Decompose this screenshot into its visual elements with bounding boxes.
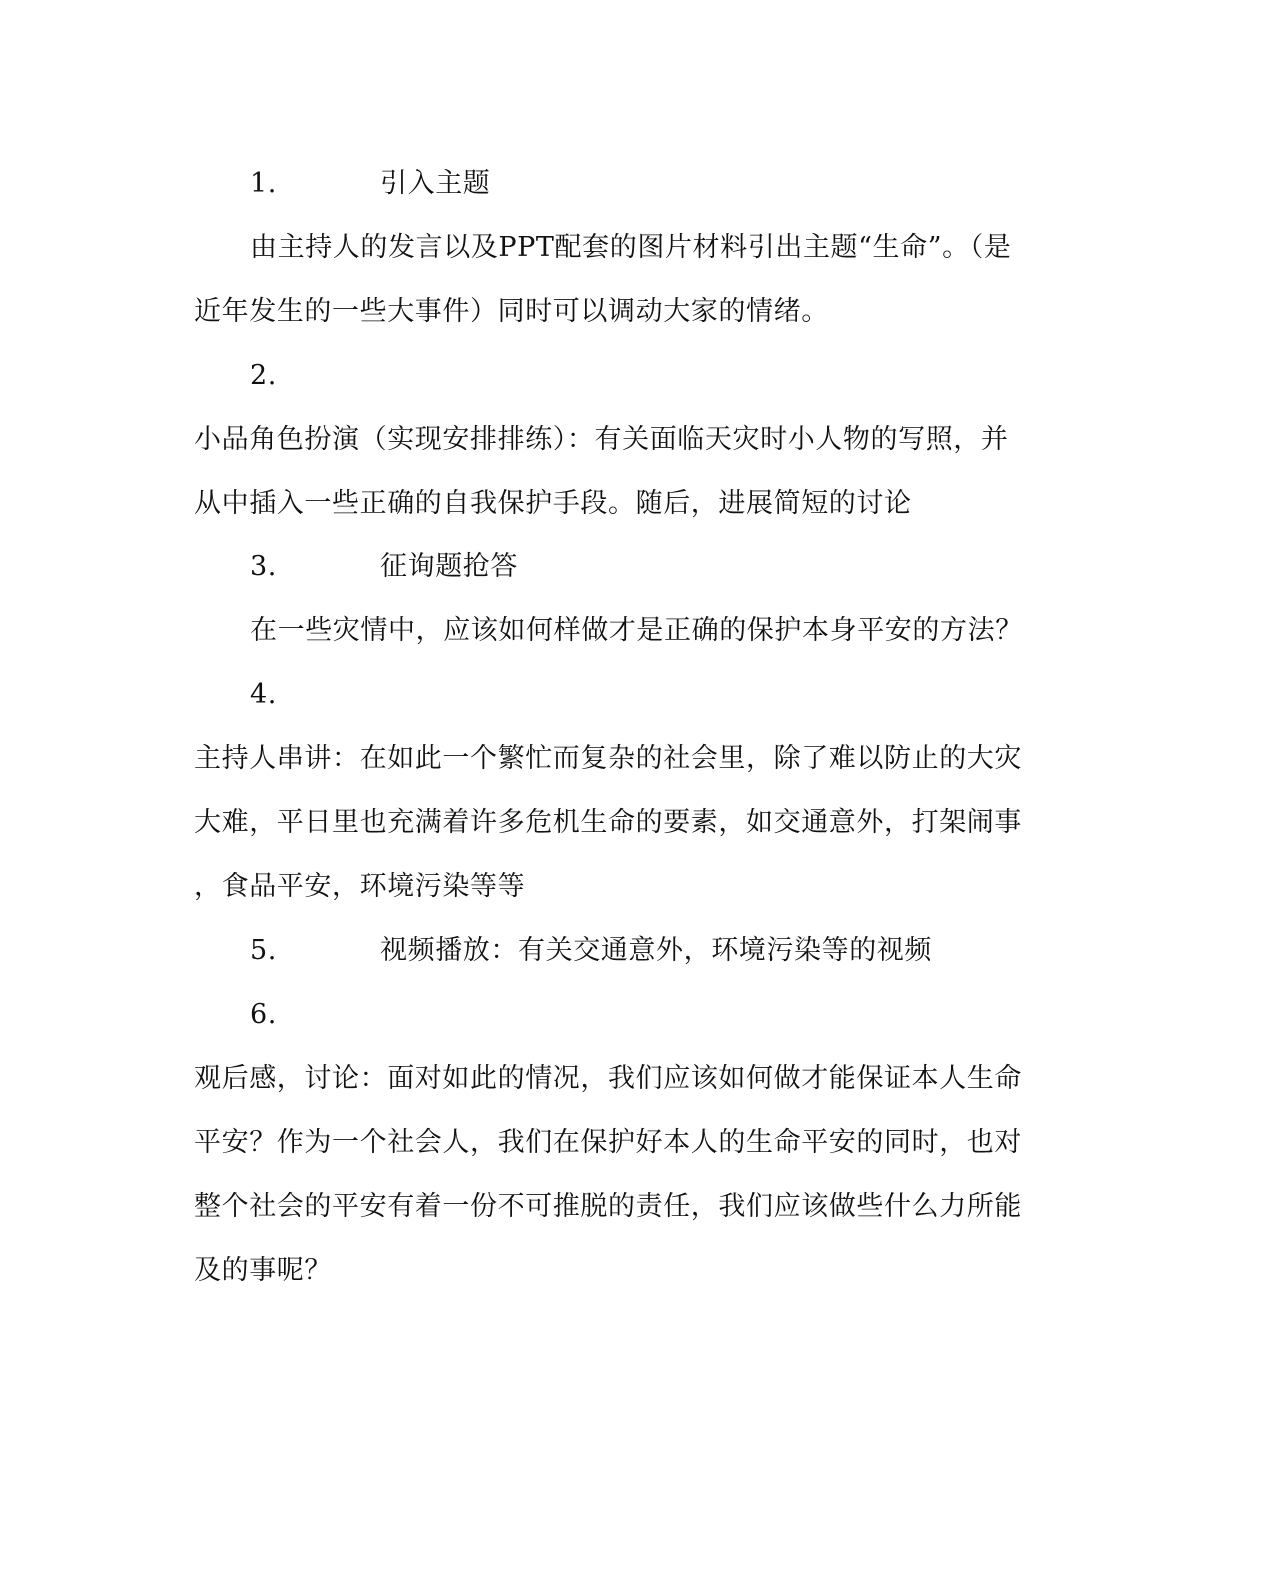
- paragraph-line: 从中插入一些正确的自我保护手段。随后，进展简短的讨论: [194, 488, 912, 519]
- item-4-heading: [250, 677, 1120, 713]
- item-title: 征询题抢答: [380, 551, 518, 582]
- item-title: 视频播放：有关交通意外，环境污染等的视频: [380, 935, 932, 966]
- paragraph-line: 大难，平日里也充满着许多危机生命的要素，如交通意外，打架闹事: [194, 807, 1022, 838]
- item-5-heading: [250, 933, 1120, 969]
- item-number: 5.: [250, 935, 277, 966]
- paragraph-line: ，食品平安，环境污染等等: [194, 871, 526, 902]
- paragraph-line: 及的事呢？: [194, 1255, 332, 1286]
- paragraph-line: 主持人串讲：在如此一个繁忙而复杂的社会里，除了难以防止的大灾: [194, 743, 1022, 774]
- item-number: 1.: [250, 168, 277, 199]
- item-title: 引入主题: [380, 168, 491, 199]
- paragraph-line: 在一些灾情中，应该如何样做才是正确的保护本身平安的方法？: [250, 615, 1023, 646]
- paragraph-line: 平安？作为一个社会人，我们在保护好本人的生命平安的同时，也对: [194, 1127, 1022, 1158]
- item-3-heading: [250, 549, 1120, 585]
- item-number: 2.: [250, 360, 277, 391]
- paragraph-line: 整个社会的平安有着一份不可推脱的责任，我们应该做些什么力所能: [194, 1191, 1022, 1222]
- paragraph-line: 由主持人的发言以及PPT配套的图片材料引出主题“生命”。（是: [250, 232, 1012, 263]
- item-number: 3.: [250, 551, 277, 582]
- item-number: 4.: [250, 679, 277, 710]
- item-number: 6.: [250, 999, 277, 1030]
- paragraph-line: 小品角色扮演（实现安排排练）：有关面临天灾时小人物的写照，并: [194, 424, 1009, 455]
- item-6-heading: [250, 997, 1120, 1033]
- item-1-heading: [250, 166, 1120, 202]
- item-2-heading: [250, 358, 1120, 394]
- paragraph-line: 观后感，讨论：面对如此的情况，我们应该如何做才能保证本人生命: [194, 1063, 1022, 1094]
- paragraph-line: 近年发生的一些大事件）同时可以调动大家的情绪。: [194, 296, 829, 327]
